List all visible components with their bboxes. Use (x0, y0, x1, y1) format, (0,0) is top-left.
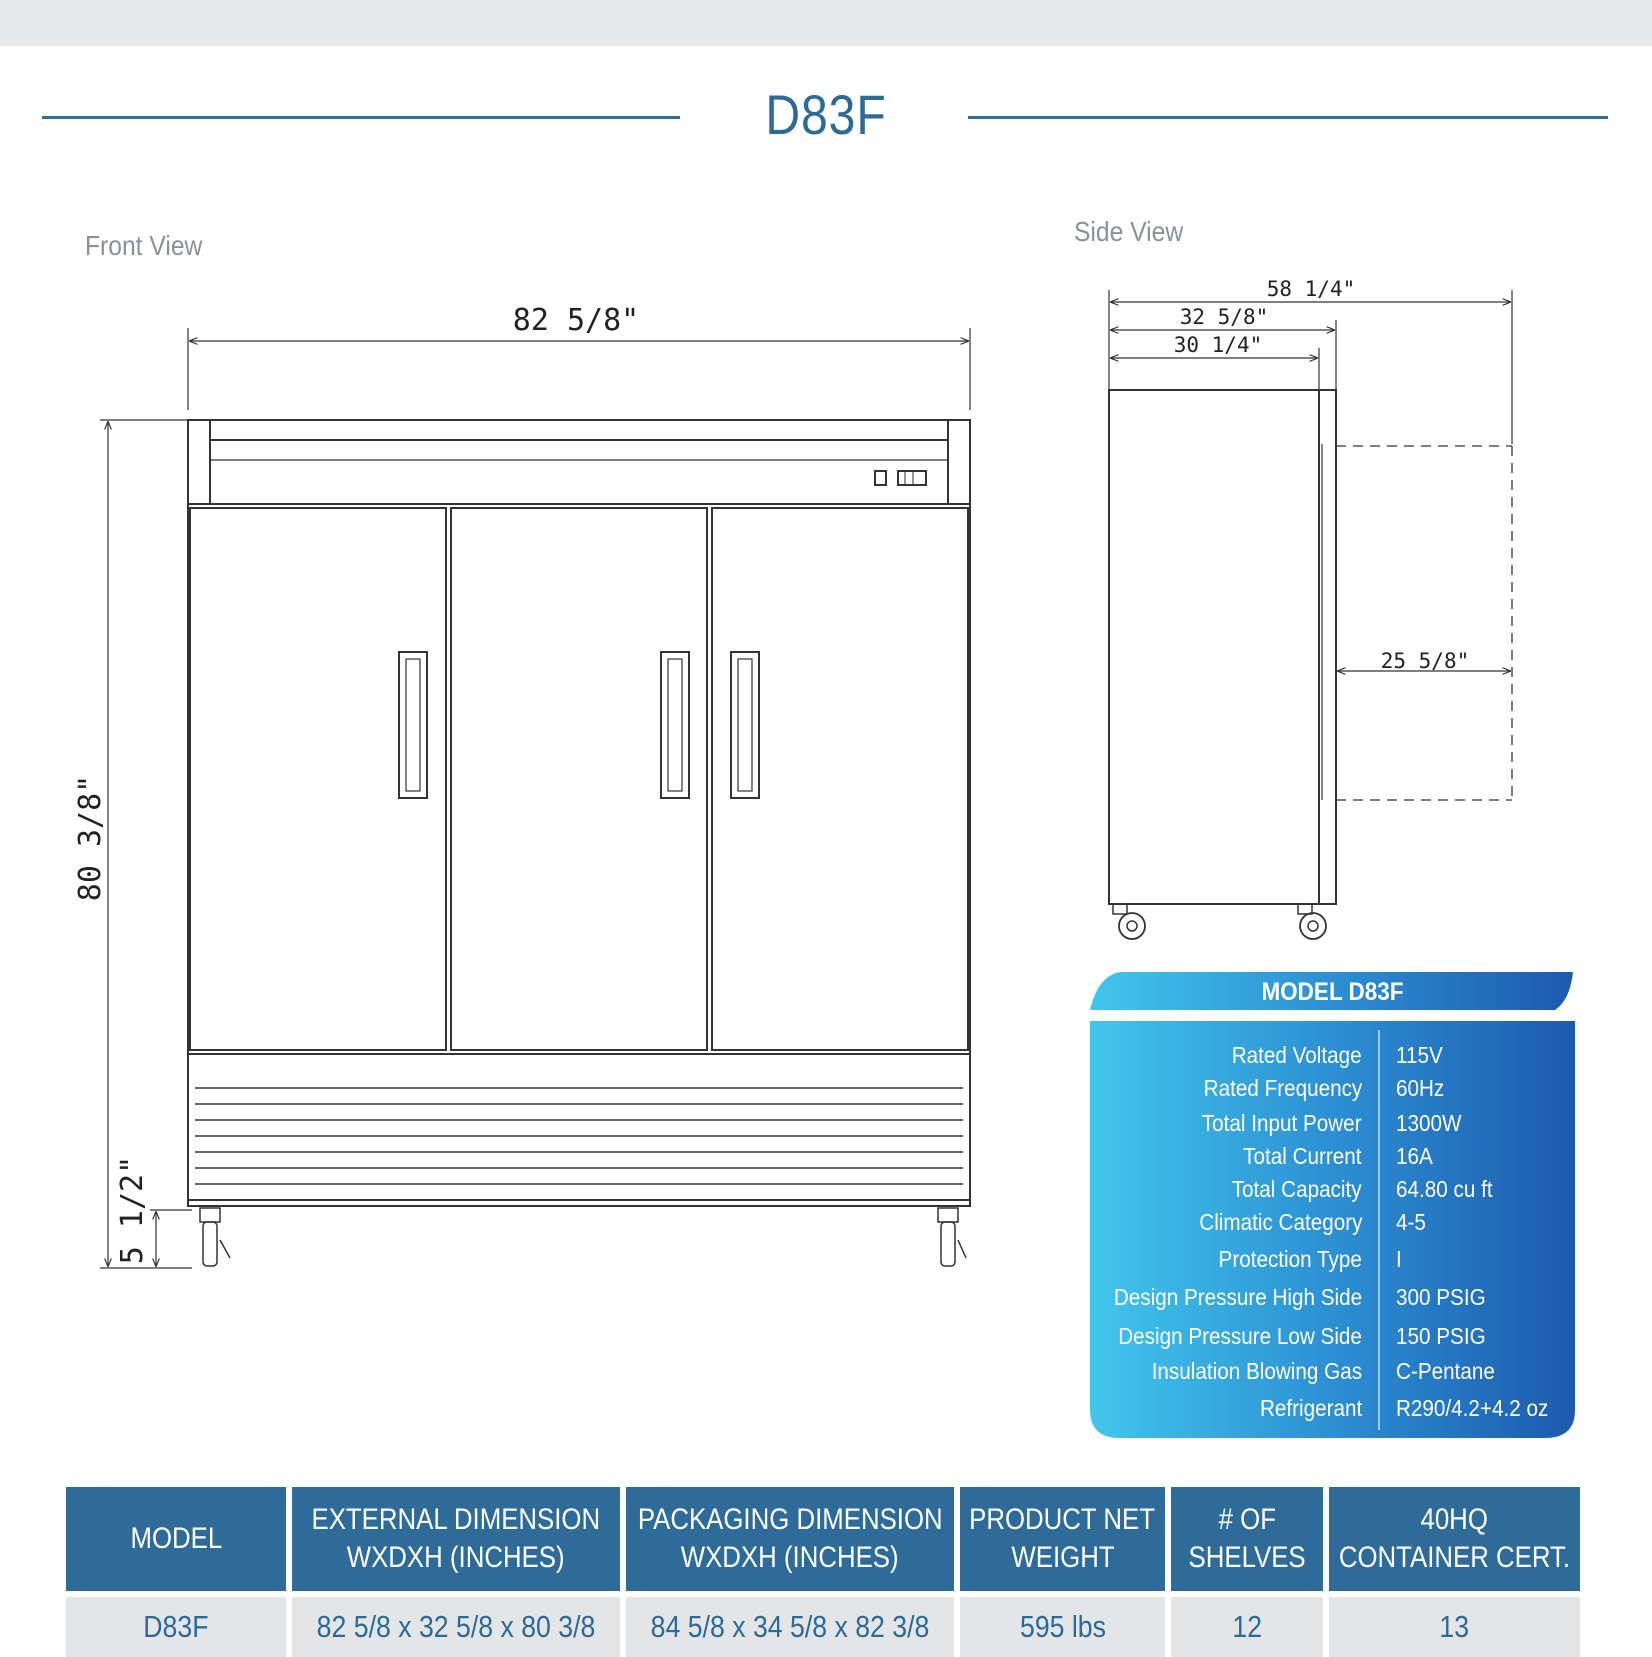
header-line1: PRODUCT NET (969, 1503, 1156, 1536)
front-leg-dim-text: 5 1/2" (115, 1155, 150, 1265)
cell-shelves (1171, 1597, 1323, 1657)
spec-value: 150 PSIG (1396, 1323, 1486, 1349)
spec-row (1090, 1172, 1575, 1206)
cell-net-weight (960, 1597, 1165, 1657)
spec-label: Refrigerant (1259, 1395, 1362, 1421)
cell-packaging-dimension (626, 1597, 954, 1657)
spec-value: 1300W (1396, 1110, 1462, 1136)
page-title: D83F (765, 83, 887, 146)
spec-row (1090, 1391, 1575, 1425)
spec-label: Total Input Power (1202, 1110, 1362, 1136)
cell-container-cert-value: 13 (1439, 1609, 1470, 1644)
side-depth-body-text: 32 5/8" (1179, 305, 1269, 329)
spec-row (1090, 1319, 1575, 1353)
spec-row (1090, 1139, 1575, 1173)
cell-external-dimension (292, 1597, 620, 1657)
spec-row (1090, 1354, 1575, 1388)
side-view-label: Side View (1074, 216, 1184, 247)
cell-container-cert (1329, 1597, 1580, 1657)
spec-row (1090, 1106, 1575, 1140)
cell-model-value: D83F (143, 1609, 209, 1644)
header-net-weight (960, 1487, 1165, 1591)
spec-value: I (1396, 1246, 1402, 1272)
spec-label: Total Capacity (1232, 1176, 1362, 1202)
spec-card-title: MODEL D83F (1261, 978, 1404, 1006)
header-line1: PACKAGING DIMENSION (637, 1503, 943, 1536)
spec-row (1090, 1038, 1575, 1072)
spec-row (1090, 1280, 1575, 1314)
spec-value: 16A (1396, 1143, 1433, 1169)
spec-row (1090, 1205, 1575, 1239)
spec-value: 60Hz (1396, 1075, 1445, 1101)
spec-label: Design Pressure High Side (1113, 1284, 1362, 1310)
side-depth-total-text: 58 1/4" (1266, 277, 1356, 301)
spec-label: Total Current (1243, 1143, 1362, 1169)
header-packaging-dimension (626, 1487, 954, 1591)
spec-label: Climatic Category (1198, 1209, 1362, 1235)
cell-packaging-dimension-value: 84 5/8 x 34 5/8 x 82 3/8 (650, 1609, 930, 1644)
header-external-dimension (292, 1487, 620, 1591)
header-model-label: MODEL (130, 1522, 222, 1555)
spec-value: 300 PSIG (1396, 1284, 1486, 1310)
cell-model (66, 1597, 286, 1657)
header-shelves (1171, 1487, 1323, 1591)
front-height-dim-text: 80 3/8" (73, 774, 108, 902)
cell-shelves-value: 12 (1232, 1609, 1262, 1644)
spec-label: Rated Voltage (1232, 1042, 1362, 1068)
header-line1: EXTERNAL DIMENSION (311, 1503, 601, 1536)
spec-value: 64.80 cu ft (1396, 1176, 1493, 1202)
spec-label: Protection Type (1218, 1246, 1362, 1272)
header-line2: WEIGHT (1010, 1541, 1115, 1574)
header-line2: WXDXH (INCHES) (681, 1541, 899, 1574)
spec-label: Insulation Blowing Gas (1151, 1358, 1362, 1384)
side-door-swing-text: 25 5/8" (1380, 649, 1470, 673)
spec-label: Design Pressure Low Side (1118, 1323, 1362, 1349)
front-width-dim-text: 82 5/8" (512, 303, 640, 338)
spec-value: R290/4.2+4.2 oz (1396, 1395, 1549, 1421)
spec-row (1090, 1242, 1575, 1276)
side-depth-cabinet-text: 30 1/4" (1173, 333, 1263, 357)
header-line1: 40HQ (1420, 1503, 1489, 1536)
front-view-label: Front View (85, 230, 203, 261)
header-line2: WXDXH (INCHES) (347, 1541, 565, 1574)
spec-label: Rated Frequency (1203, 1075, 1362, 1101)
header-container-cert (1329, 1487, 1580, 1591)
cell-external-dimension-value: 82 5/8 x 32 5/8 x 80 3/8 (316, 1609, 596, 1644)
side-view-drawing (1109, 290, 1512, 939)
header-line2: CONTAINER CERT. (1338, 1541, 1571, 1574)
header-line2: SHELVES (1188, 1541, 1306, 1574)
header-line1: # OF (1218, 1503, 1276, 1536)
header-model (66, 1487, 286, 1591)
spec-value: C-Pentane (1396, 1358, 1495, 1384)
spec-value: 4-5 (1396, 1209, 1426, 1235)
cell-net-weight-value: 595 lbs (1019, 1609, 1106, 1644)
spec-row (1090, 1071, 1575, 1105)
front-view-drawing (100, 328, 970, 1268)
spec-value: 115V (1396, 1042, 1443, 1068)
spec-card (1090, 970, 1575, 1440)
